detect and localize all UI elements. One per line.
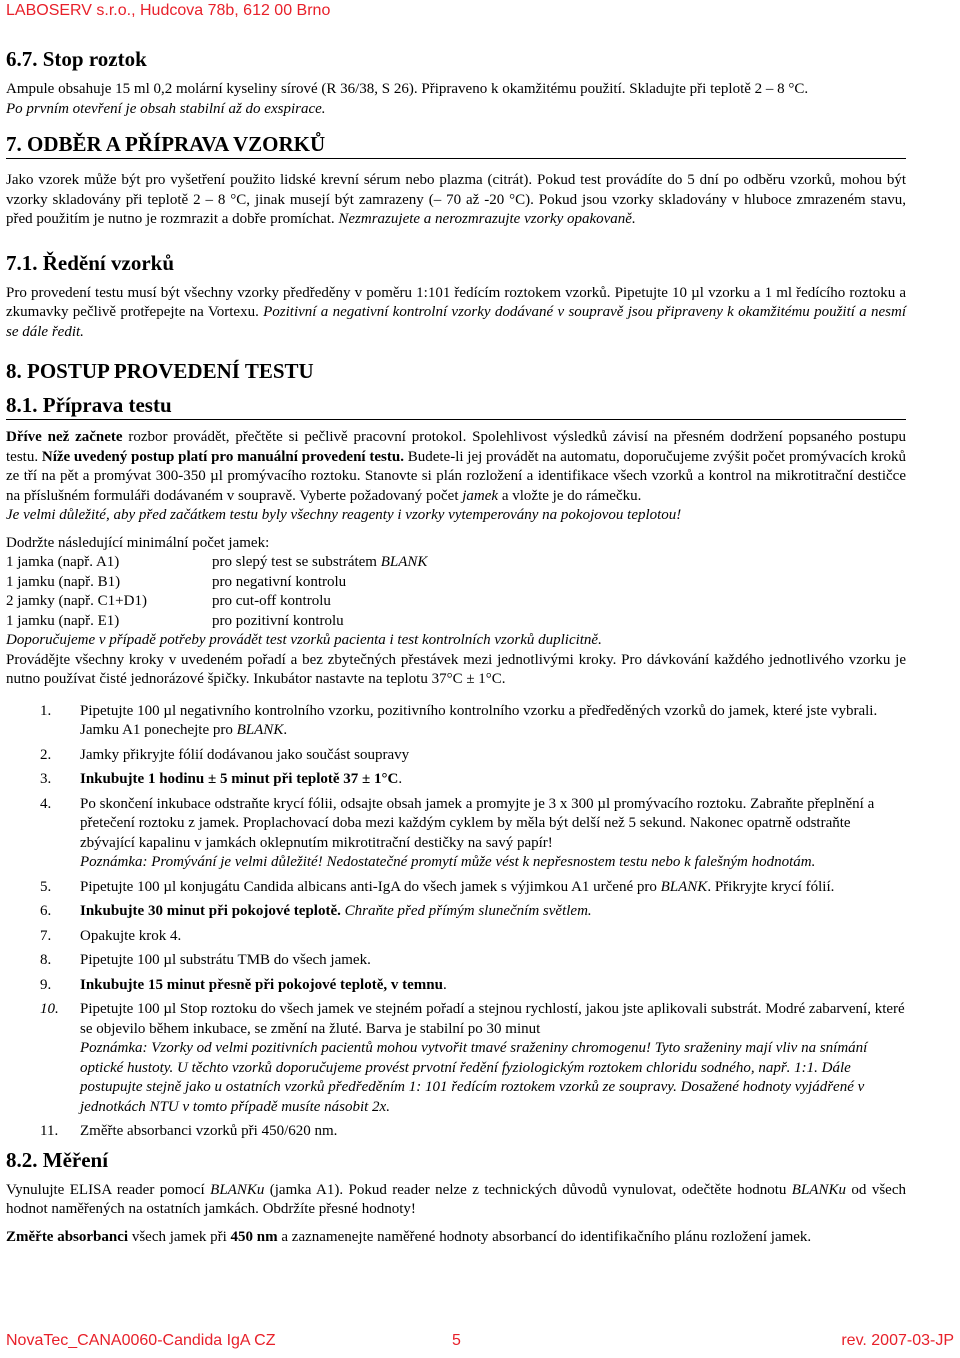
step-number: 8. — [40, 952, 52, 968]
step-text — [80, 902, 906, 922]
page-header: LABOSERV s.r.o., Hudcova 78b, 612 00 Brno — [6, 2, 331, 19]
step-number: 5. — [40, 878, 52, 895]
step-text-bold: Inkubujte 1 hodinu ± 5 minut při teplotě 37 ± 1°C — [80, 771, 399, 787]
procedure-intro: Provádějte všechny kroky v uvedeném pořadí a bez zbytečných přestávek mezi jednotlivými kroky. Pro dávkování každého jednotlivého vzorku je nutno používat čisté jednorázové špičky. Inkubátor nastavte na teplotu 37°C ± 1°C. — [6, 651, 906, 687]
step-text-part: . — [283, 722, 288, 738]
step-text-part: Pipetujte 100 µl konjugátu Candida albicans anti-IgA do všech jamek s výjimkou A1 určené pro — [80, 878, 661, 895]
text-part: a zaznamenejte naměřené hodnoty absorbancí do identifikačního plánu rozložení jamek. — [277, 1228, 812, 1245]
step-text-part: Pipetujte 100 µl Stop roztoku do všech jamek ve stejném pořadí a stejnou rychlostí, jakou jste aplikovali substrát. Modré zabarvení, které se objevilo během inkubace, se změní na žluté. Barva je stabilní po 30 minut — [80, 1001, 905, 1037]
section-7-text: Jako vzorek může být pro vyšetření použito lidské krevní sérum nebo plazma (citrát). Pokud test provádíte do 5 dní po odběru vzorků, mohou být vzorky skladovány při teplotě 2 – 8 °C, jinak musejí být zamrazeny (– 70 až -20 °C). Pokud jsou vzorky skladovány v hluboce zmrazeném stavu, před použitím je nutno je rozmrazit a dobře promíchat. — [6, 172, 906, 227]
text-part: od všech hodnot naměřených na ostatních jamkách. Obdržíte přesné hodnoty! — [6, 1181, 906, 1217]
list-item — [40, 770, 906, 790]
well-id: 1 jamka (např. A1) — [6, 554, 120, 570]
table-row — [6, 553, 427, 573]
document-body — [6, 46, 906, 1247]
well-purpose-italic: BLANK — [380, 554, 428, 570]
procedure-steps — [40, 702, 906, 1142]
step-text-italic: BLANK — [236, 722, 284, 738]
well-purpose: pro cut-off kontrolu — [212, 593, 331, 609]
text-bold-manual: Níže uvedený postup platí pro manuální provedení testu. — [38, 448, 404, 465]
step-text — [80, 1000, 906, 1117]
warning-temperature: Je velmi důležité, aby před začátkem testu byly všechny reagenty i vzorky vytemperovány na pokojovou teplotou! — [6, 507, 682, 523]
text-bold-start: Dříve než začnete — [6, 429, 123, 445]
text-part: Budete-li jej provádět na automatu, doporučujeme zvýšit počet promývacích kroků ze tří na pět a promývat 300-350 µl promývacího roztoku. Stanovte si plán rozložení a identifikace všech vzorků a kontrol na mikrotitrační destičce na příslušném formuláři dodávaném v soupravě. Vyberte požadovaný počet — [6, 448, 907, 504]
section-7-paragraph — [6, 171, 906, 230]
step-text-part: . Přikryjte krycí fólií. — [707, 878, 835, 895]
footer-revision: rev. 2007-03-JP — [841, 1332, 954, 1349]
step-text — [80, 795, 906, 873]
duplicate-recommendation: Doporučujeme v případě potřeby provádět test vzorků pacienta i test kontrolních vzorků duplicitně. — [6, 632, 602, 648]
text-part: a vložte je do rámečku. — [498, 487, 642, 504]
step-text: Opakujte krok 4. — [80, 927, 182, 944]
wells-table — [6, 553, 427, 631]
text-italic-blank: BLANKu — [791, 1181, 846, 1198]
text-bold: Změřte absorbanci — [6, 1228, 129, 1245]
text-italic-jamek: jamek — [458, 487, 499, 504]
text-part: rozbor provádět, přečtěte si pečlivě pracovní protokol. Spolehlivost výsledků závisí na přesném dodržení popsaného postupu testu. — [6, 429, 906, 465]
list-item — [40, 878, 906, 898]
list-item — [40, 951, 906, 971]
section-7-1-italic-note: Pozitivní a negativní kontrolní vzorky dodávané v soupravě jsou připraveny k okamžitému použití a nesmí se dále ředit. — [6, 304, 907, 340]
text-part: (jamka A1). Pokud reader nelze z technických důvodů vynulovat, odečtěte hodnotu — [264, 1181, 792, 1198]
section-8-title: 8. POSTUP PROVEDENÍ TESTU — [6, 359, 314, 383]
section-7-1-paragraph — [6, 284, 906, 343]
section-6-7-line-2: Po prvním otevření je obsah stabilní až do exspirace. — [6, 100, 326, 117]
section-8-2-paragraph-1 — [6, 1181, 906, 1220]
section-7-1-text: Pro provedení testu musí být všechny vzorky předředěny v poměru 1:101 ředícím roztokem vzorků. Pipetujte 10 µl vzorku a 1 ml ředícího roztoku a zkumavky pečlivě protřepejte na Vortexu. — [6, 284, 906, 320]
well-purpose-text: pro slepý test se substrátem — [212, 554, 381, 570]
section-6-7-line-1: Ampule obsahuje 15 ml 0,2 molární kyseliny sírové (R 36/38, S 26). Připraveno k okamžitému použití. Skladujte při teplotě 2 – 8 °C. — [6, 81, 809, 97]
step-text-bold: Inkubujte 15 minut přesně při pokojové teplotě, v temnu — [80, 976, 443, 993]
step-number: 2. — [40, 746, 52, 763]
step-number: 9. — [40, 976, 52, 993]
well-purpose: pro negativní kontrolu — [212, 573, 347, 590]
text-part: Vynulujte ELISA reader pomocí — [6, 1181, 211, 1198]
step-number: 6. — [40, 903, 52, 919]
list-item — [40, 927, 906, 947]
step-text: Jamky přikryjte fólií dodávanou jako součást soupravy — [80, 746, 410, 763]
well-purpose: pro pozitivní kontrolu — [212, 612, 344, 629]
section-8-1-paragraph — [6, 428, 906, 506]
step-text-italic: BLANK — [660, 878, 708, 895]
step-number: 10. — [40, 1001, 59, 1017]
step-text: Pipetujte 100 µl substrátu TMB do všech jamek. — [80, 952, 371, 968]
step-number: 7. — [40, 927, 52, 944]
step-text-bold: Inkubujte 30 minut při pokojové teplotě. — [80, 903, 341, 919]
section-7-italic-note: Nezmrazujete a nerozmrazujte vzorky opakovaně. — [338, 211, 636, 227]
step-note: Poznámka: Vzorky od velmi pozitivních pacientů mohou vytvořit tmavé sraženiny chromogenu! Tyto sraženiny mají vliv na snímání optické hustoty. U těchto vzorků doporučujeme provést prvotní ředění fyziologickým roztokem chloridu sodného, např. 1:1. Dále postupujte stejně jako u ostatních vzorků předředěním 1: 101 ředícím roztokem vzorků ze soupravy. Dosažené hodnoty vyjádřené v jednotkách NTU v tomto případě musíte násobit 2x. — [80, 1040, 868, 1115]
well-id: 2 jamky (např. C1+D1) — [6, 593, 147, 609]
minimum-wells-label: Dodržte následující minimální počet jamek: — [6, 534, 270, 551]
well-id: 1 jamku (např. B1) — [6, 573, 121, 590]
step-text: Inkubujte 1 hodinu ± 5 minut při teplotě 37 ± 1°C. — [80, 771, 403, 787]
step-number: 11. — [40, 1123, 59, 1139]
step-text-italic: Chraňte před přímým slunečním světlem. — [340, 903, 592, 919]
step-text — [80, 878, 906, 898]
section-8-2-title: 8.2. Měření — [6, 1147, 109, 1172]
table-row — [6, 573, 427, 593]
step-note: Poznámka: Promývání je velmi důležité! Nedostatečné promytí může vést k nepřesnostem testu nebo k falešným hodnotám. — [80, 854, 816, 870]
section-8-2-paragraph-2 — [6, 1228, 906, 1248]
table-row — [6, 612, 427, 632]
list-item — [40, 795, 906, 873]
footer-page-number: 5 — [452, 1332, 461, 1349]
list-item — [40, 976, 906, 996]
well-purpose — [212, 553, 427, 573]
text-bold: 450 nm — [230, 1228, 278, 1245]
step-text — [80, 702, 906, 741]
list-item — [40, 1000, 906, 1117]
table-row — [6, 592, 427, 612]
text-part: všech jamek při — [128, 1228, 231, 1245]
step-number: 1. — [40, 702, 52, 719]
list-item — [40, 902, 906, 922]
section-7-1-title: 7.1. Ředění vzorků — [6, 250, 174, 275]
list-item — [40, 1122, 906, 1142]
section-8-1-title: 8.1. Příprava testu — [6, 392, 906, 420]
step-text: Inkubujte 15 minut přesně při pokojové teplotě, v temnu. — [80, 976, 447, 993]
step-text-part: Po skončení inkubace odstraňte krycí fólii, odsajte obsah jamek a promyjte je 3 x 300 µl promývacího roztoku. Zabraňte přeplnění a přetečení roztoku z jamek. Proplachovací doba mezi každým cyklem by měla být delší než 5 sekund. Nakonec opatrně odstraňte zbývající kapalinu v jamkách oklepnutím mikrotitrační destičky na savý papír! — [80, 795, 875, 851]
step-number: 3. — [40, 771, 52, 787]
step-text-part: Pipetujte 100 µl negativního kontrolního vzorku, pozitivního kontrolního vzorku a předředěných vzorků do jamek, které jste vybrali. Jamku A1 ponechejte pro — [80, 702, 878, 738]
section-7-title: 7. ODBĚR A PŘÍPRAVA VZORKŮ — [6, 131, 906, 159]
list-item — [40, 702, 906, 741]
well-id: 1 jamku (např. E1) — [6, 612, 120, 629]
step-text: Změřte absorbanci vzorků při 450/620 nm. — [80, 1123, 338, 1139]
list-item — [40, 746, 906, 766]
text-italic-blank: BLANKu — [210, 1181, 265, 1198]
step-number: 4. — [40, 795, 52, 812]
section-6-7-title: 6.7. Stop roztok — [6, 47, 147, 71]
footer-document-id: NovaTec_CANA0060-Candida IgA CZ — [6, 1332, 276, 1349]
